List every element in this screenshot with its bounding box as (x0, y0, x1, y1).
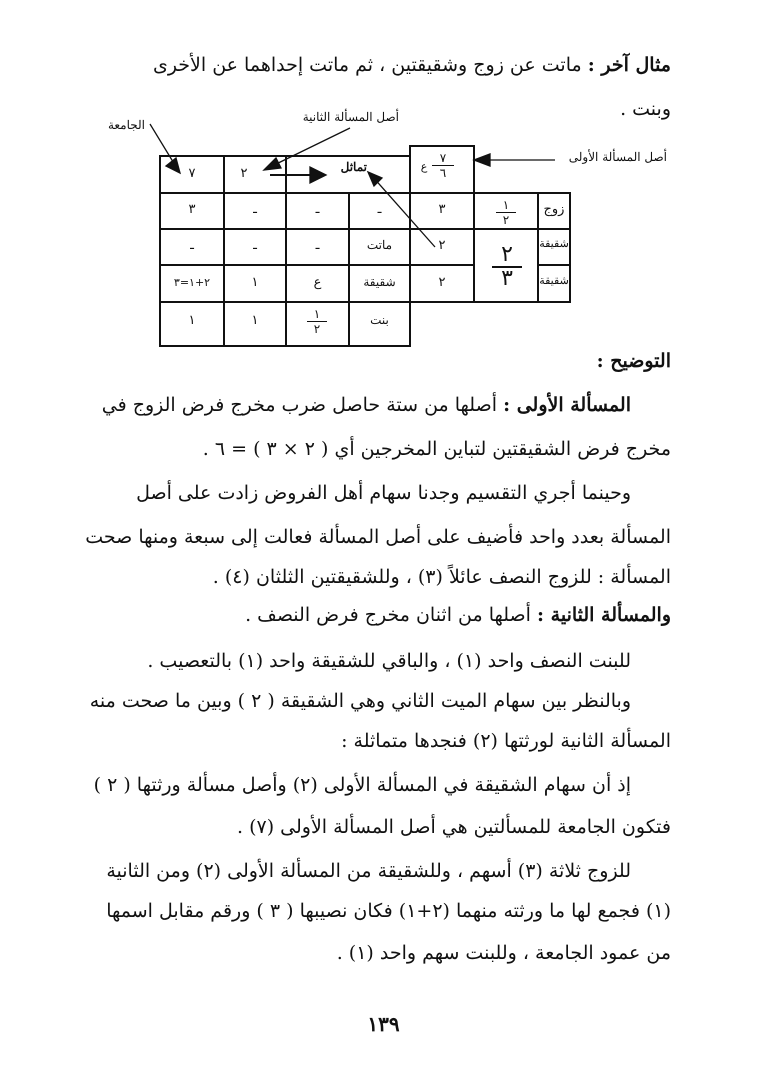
p6-line-2: فتكون الجامعة للمسألتين هي أصل المسألة الأولى (٧) . (237, 816, 671, 838)
p5-line-1: وبالنظر بين سهام الميت الثاني وهي الشقيقة ( ٢ ) وبين ما صحت منه (89, 690, 631, 712)
p4-line-1: للبنت النصف واحد (١) ، والباقي للشقيقة واحد (١) بالتعصيب . (147, 650, 631, 672)
p5-line-2: المسألة الثانية لورثتها (٢) فنجدها متماثلة : (341, 730, 671, 752)
second-heir-row-1: ـ (377, 202, 382, 217)
p2-line-2: المسألة بعدد واحد فأضيف على أصل المسألة فعالت إلى سبعة ومنها صحت (85, 526, 671, 548)
first-base-numerator: ٧ (432, 152, 454, 166)
sisters-fraction (492, 242, 522, 291)
p3-line-1-text: أصلها من اثنان مخرج فرض النصف . (245, 604, 531, 626)
jamia-daughter: ١ (188, 313, 196, 328)
p7-line-1: للزوج ثلاثة (٣) أسهم ، وللشقيقة من المسألة الأولى (٢) ومن الثانية (106, 860, 631, 882)
second-frac-row-2: ـ (315, 238, 320, 253)
p7-line-2: (١) فجمع لها ما ورثته منهما (٢+١) فكان نصيبها ( ٣ ) ورقم مقابل اسمها (106, 900, 671, 922)
first-base-arrowhead (474, 154, 490, 166)
example-label: مثال آخر : (587, 54, 671, 76)
first-base-fraction (432, 152, 454, 179)
p2-line-3: المسألة : للزوج النصف عائلاً (٣) ، وللشقيقتين الثلثان (٤) . (212, 566, 671, 588)
heir-sister-2: شقيقة (539, 274, 569, 287)
daughter-denominator: ٢ (313, 322, 321, 336)
label-jamia: الجامعة (107, 118, 145, 132)
jamia-value: ٧ (188, 166, 196, 181)
second-heir-sister: شقيقة (363, 275, 396, 289)
second-share-row-2: ـ (253, 238, 257, 253)
transfer-arrowhead (368, 172, 382, 186)
share-sister-2: ٢ (438, 275, 446, 290)
share-husband: ٣ (438, 202, 446, 217)
second-frac-row-1: ـ (315, 202, 320, 217)
p1-label: المسألة الأولى : (503, 394, 631, 416)
tamathul-arrowhead (310, 167, 326, 183)
example-text: ماتت عن زوج وشقيقتين ، ثم ماتت إحداهما عن الأخرى (152, 54, 582, 76)
jamia-sister: ٢+١=٣ (173, 276, 211, 289)
second-heir-died: ماتت (366, 238, 393, 252)
second-share-row-1: ـ (253, 202, 257, 217)
example-line-2: وبنت . (620, 98, 671, 120)
husband-fraction (496, 199, 516, 226)
page-number: ١٣٩ (367, 1012, 400, 1036)
second-heir-daughter: بنت (370, 313, 389, 327)
p7-line-3: من عمود الجامعة ، وللبنت سهم واحد (١) . (336, 942, 671, 964)
p3-label: والمسألة الثانية : (537, 604, 671, 626)
husband-denominator: ٢ (502, 213, 510, 227)
first-base-denominator: ٦ (439, 166, 447, 180)
sisters-denominator: ٣ (501, 266, 513, 291)
second-base-value: ٢ (240, 166, 248, 181)
label-first-base: أصل المسألة الأولى (568, 150, 667, 164)
p2-line-1: وحينما أجري التقسيم وجدنا سهام أهل الفروض زادت على أصل (136, 482, 631, 504)
first-base-prefix: ع (420, 160, 428, 173)
daughter-fraction (307, 308, 327, 335)
second-share-sister: ١ (251, 275, 259, 290)
explanation-heading: التوضيح : (596, 350, 671, 372)
label-tamathul: تماثل (340, 160, 367, 174)
second-frac-sister: ع (313, 275, 322, 290)
daughter-numerator: ١ (307, 308, 327, 322)
p6-line-1: إذ أن سهام الشقيقة في المسألة الأولى (٢) وأصل مسألة ورثتها ( ٢ ) (93, 774, 631, 796)
jamia-husband: ٣ (188, 202, 196, 217)
p3-line-1 (75, 600, 671, 630)
p1-line-2: مخرج فرض الشقيقتين لتباين المخرجين أي ( ٢ × ٣ ) = ٦ . (202, 438, 671, 460)
sisters-numerator: ٢ (492, 245, 522, 268)
p1-line-1-text: أصلها من ستة حاصل ضرب مخرج فرض الزوج في (101, 394, 498, 416)
jamia-row-2: ـ (190, 238, 194, 253)
heir-husband: زوج (543, 202, 565, 217)
share-sister-1: ٢ (438, 238, 446, 253)
second-share-daughter: ١ (251, 313, 259, 328)
husband-numerator: ١ (496, 199, 516, 213)
heir-sister-1: شقيقة (539, 237, 569, 250)
second-base-leader (268, 128, 350, 168)
label-second-base: أصل المسألة الثانية (302, 110, 399, 124)
p1-line-1 (75, 390, 631, 420)
second-base-arrowhead (264, 158, 281, 170)
